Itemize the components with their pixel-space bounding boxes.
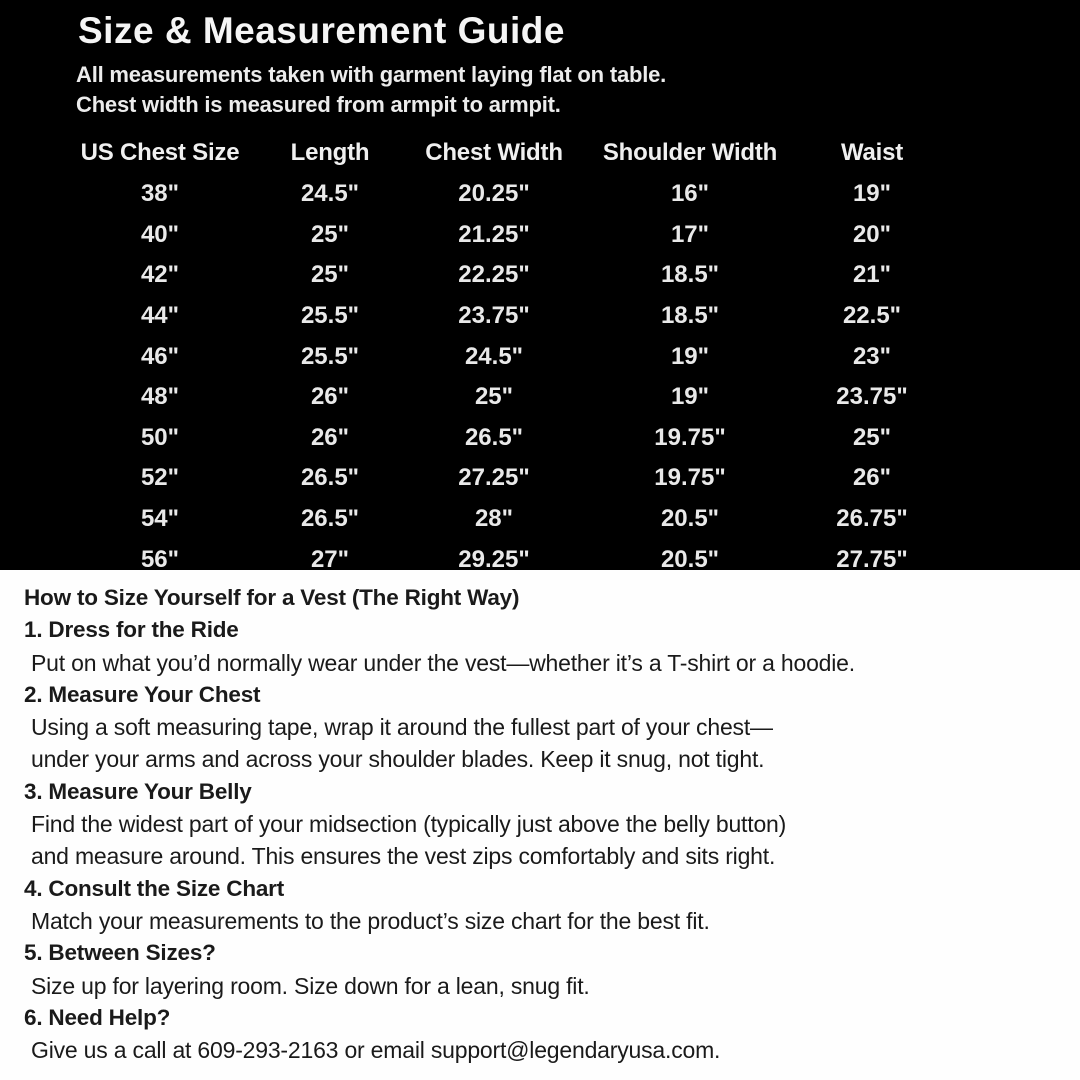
size-table-cell: 20.5"	[660, 505, 720, 533]
size-table-row	[76, 174, 936, 215]
guide-heading: How to Size Yourself for a Vest (The Right Way)	[24, 585, 520, 610]
size-table-row	[76, 377, 936, 418]
measurement-note-line-2: Chest width is measured from armpit to armpit.	[76, 92, 561, 117]
size-table-cell: 24.5"	[300, 180, 360, 208]
size-table-cell: 26.5"	[464, 423, 524, 451]
size-table-cell: 19"	[852, 180, 892, 208]
size-table-cell: 25"	[310, 261, 350, 289]
size-table-cell: 25"	[474, 383, 514, 411]
size-table-cell: 19.75"	[654, 423, 726, 451]
size-table-cell: 21"	[852, 261, 892, 289]
step-text-line: Size up for layering room. Size down for a lean, snug fit.	[31, 972, 590, 999]
step-text-line: Find the widest part of your midsection (typically just above the belly button)	[31, 811, 787, 838]
size-table-cell: 27"	[310, 545, 350, 570]
step-title: 4. Consult the Size Chart	[24, 875, 285, 901]
size-table-cell: 26"	[310, 383, 350, 411]
size-table-column-header: Waist	[840, 139, 904, 166]
size-table-cell: 20"	[852, 220, 892, 248]
step-title: 2. Measure Your Chest	[24, 681, 261, 707]
size-table-row	[76, 336, 936, 377]
step-title: 5. Between Sizes?	[24, 940, 216, 966]
size-measurement-table	[76, 132, 936, 570]
size-table-cell: 18.5"	[660, 261, 720, 289]
size-table-cell: 56"	[140, 545, 180, 570]
size-table-cell: 27.25"	[458, 464, 530, 492]
step-text-line: Using a soft measuring tape, wrap it around the fullest part of your chest—	[31, 714, 773, 741]
size-table-column-header: Shoulder Width	[602, 139, 778, 166]
size-table-cell: 26.75"	[836, 505, 908, 533]
size-table-cell: 25"	[852, 423, 892, 451]
step-text-line: and measure around. This ensures the vest zips comfortably and sits right.	[31, 843, 776, 870]
step-text-line: under your arms and across your shoulder blades. Keep it snug, not tight.	[31, 746, 765, 773]
size-table-cell: 26.5"	[300, 505, 360, 533]
size-guide-title: Size & Measurement Guide	[78, 10, 565, 51]
size-table-column-header: US Chest Size	[80, 139, 240, 166]
size-table-header-row	[76, 132, 936, 174]
measurement-note-line-1: All measurements taken with garment laying flat on table.	[76, 62, 667, 87]
size-table-cell: 48"	[140, 383, 180, 411]
step-text-line: Match your measurements to the product’s size chart for the best fit.	[31, 907, 710, 934]
size-table-row	[76, 215, 936, 256]
step-title: 6. Need Help?	[24, 1004, 171, 1030]
size-table-cell: 21.25"	[458, 220, 530, 248]
size-table-cell: 19"	[670, 383, 710, 411]
size-table-cell: 26.5"	[300, 464, 360, 492]
size-table-cell: 20.25"	[458, 180, 530, 208]
size-table-cell: 54"	[140, 505, 180, 533]
size-table-cell: 23.75"	[458, 302, 530, 330]
size-table-row	[76, 418, 936, 459]
guide-steps-list	[24, 614, 1056, 1066]
step-title: 3. Measure Your Belly	[24, 778, 252, 804]
size-table-column-header: Chest Width	[425, 139, 563, 166]
size-table-cell: 25"	[310, 220, 350, 248]
size-table-column-header: Length	[290, 139, 370, 166]
size-table-cell: 52"	[140, 464, 180, 492]
size-table-cell: 20.5"	[660, 545, 720, 570]
sizing-instructions-panel	[0, 570, 1080, 1080]
size-table-cell: 24.5"	[464, 342, 524, 370]
size-table-cell: 25.5"	[300, 342, 360, 370]
size-table-row	[76, 539, 936, 570]
size-table-cell: 23.75"	[836, 383, 908, 411]
size-table-cell: 26"	[310, 423, 350, 451]
size-table-cell: 22.5"	[842, 302, 902, 330]
size-table-cell: 18.5"	[660, 302, 720, 330]
size-table-cell: 17"	[670, 220, 710, 248]
step-text-line: Give us a call at 609-293-2163 or email support@legendaryusa.com.	[31, 1037, 721, 1064]
size-table-cell: 16"	[670, 180, 710, 208]
step-title: 1. Dress for the Ride	[24, 617, 239, 643]
size-table-cell: 22.25"	[458, 261, 530, 289]
size-table-cell: 50"	[140, 423, 180, 451]
size-table-cell: 29.25"	[458, 545, 530, 570]
size-table-cell: 46"	[140, 342, 180, 370]
size-table-cell: 44"	[140, 302, 180, 330]
step-text-line: Put on what you’d normally wear under the vest—whether it’s a T-shirt or a hoodie.	[31, 649, 855, 676]
size-table-cell: 19.75"	[654, 464, 726, 492]
size-table-cell: 25.5"	[300, 302, 360, 330]
size-table-row	[76, 499, 936, 540]
size-table-cell: 40"	[140, 220, 180, 248]
size-table-cell: 28"	[474, 505, 514, 533]
size-table-cell: 23"	[852, 342, 892, 370]
size-table-row	[76, 255, 936, 296]
size-table-cell: 27.75"	[836, 545, 908, 570]
size-table-cell: 42"	[140, 261, 180, 289]
size-table-cell: 26"	[852, 464, 892, 492]
size-table-row	[76, 296, 936, 337]
size-table-cell: 19"	[670, 342, 710, 370]
size-table-row	[76, 458, 936, 499]
size-table-cell: 38"	[140, 180, 180, 208]
